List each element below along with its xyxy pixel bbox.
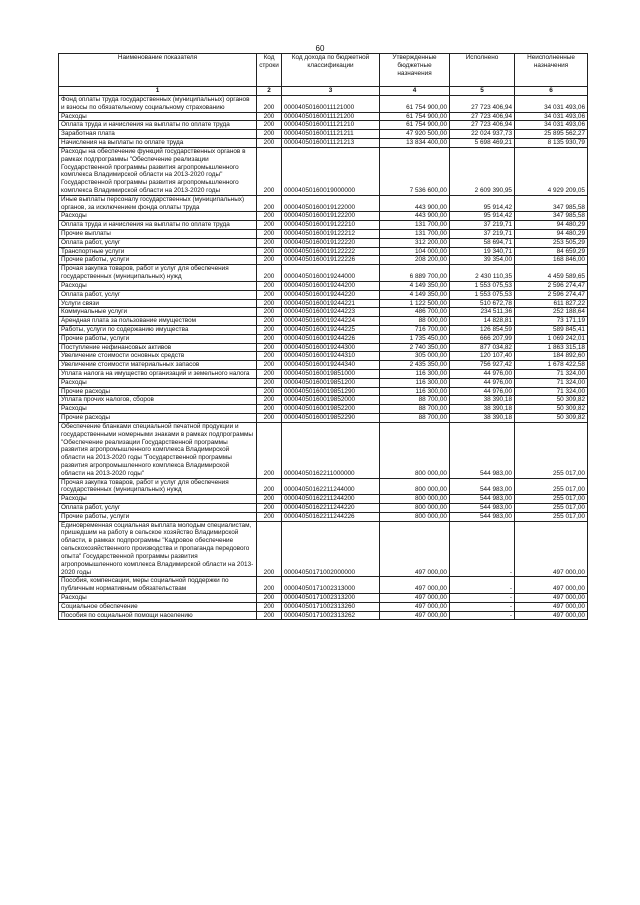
line-code-cell: 200 (257, 265, 282, 282)
indicator-name-cell: Иные выплаты персоналу государственных (муниципальных) органов, за исключением фонда оплаты труда (59, 195, 257, 212)
budget-code-cell: 00004050160019851000 (282, 370, 380, 379)
line-code-cell: 200 (257, 478, 282, 495)
unexecuted-amount-cell: 94 480,29 (515, 221, 588, 230)
budget-code-cell: 00004050171002313262 (282, 611, 380, 620)
unexecuted-amount-cell: 71 324,00 (515, 370, 588, 379)
table-row (59, 308, 588, 317)
line-code-cell: 200 (257, 396, 282, 405)
approved-amount-cell: 800 000,00 (380, 478, 450, 495)
line-code-cell: 200 (257, 96, 282, 113)
table-row (59, 96, 588, 113)
indicator-name-cell: Прочие расходы (59, 387, 257, 396)
table-row (59, 343, 588, 352)
budget-code-cell: 00004050160011121211 (282, 130, 380, 139)
table-row (59, 230, 588, 239)
unexecuted-amount-cell: 4 929 209,05 (515, 147, 588, 195)
unexecuted-amount-cell: 611 827,22 (515, 299, 588, 308)
column-number: 6 (515, 87, 588, 96)
budget-code-cell: 00004050160019122200 (282, 212, 380, 221)
budget-code-cell: 00004050162211244226 (282, 512, 380, 521)
indicator-name-cell: Расходы (59, 495, 257, 504)
indicator-name-cell: Прочие работы, услуги (59, 256, 257, 265)
unexecuted-amount-cell: 34 031 493,06 (515, 121, 588, 130)
executed-amount-cell: - (450, 611, 515, 620)
indicator-name-cell: Услуги связи (59, 299, 257, 308)
budget-table (58, 53, 588, 620)
indicator-name-cell: Транспортные услуги (59, 247, 257, 256)
table-row (59, 378, 588, 387)
indicator-name-cell: Оплата работ, услуг (59, 290, 257, 299)
approved-amount-cell: 800 000,00 (380, 422, 450, 478)
executed-amount-cell: - (450, 521, 515, 577)
table-row (59, 602, 588, 611)
approved-amount-cell: 4 149 350,00 (380, 290, 450, 299)
budget-code-cell: 00004050160019244200 (282, 281, 380, 290)
executed-amount-cell: 5 698 469,21 (450, 139, 515, 148)
executed-amount-cell: 95 914,42 (450, 212, 515, 221)
unexecuted-amount-cell: 497 000,00 (515, 521, 588, 577)
approved-amount-cell: 1 122 500,00 (380, 299, 450, 308)
unexecuted-amount-cell: 255 017,00 (515, 478, 588, 495)
executed-amount-cell: 544 983,00 (450, 422, 515, 478)
indicator-name-cell: Заработная плата (59, 130, 257, 139)
budget-code-cell: 00004050162211244000 (282, 478, 380, 495)
indicator-name-cell: Расходы (59, 112, 257, 121)
unexecuted-amount-cell: 252 188,64 (515, 308, 588, 317)
unexecuted-amount-cell: 184 892,60 (515, 352, 588, 361)
line-code-cell: 200 (257, 611, 282, 620)
line-code-cell: 200 (257, 593, 282, 602)
approved-amount-cell: 61 754 900,00 (380, 121, 450, 130)
executed-amount-cell: 38 390,18 (450, 405, 515, 414)
indicator-name-cell: Фонд оплаты труда государственных (муниципальных) органов и взносы по обязательному социальному страхованию (59, 96, 257, 113)
unexecuted-amount-cell: 34 031 493,06 (515, 112, 588, 121)
line-code-cell: 200 (257, 352, 282, 361)
line-code-cell: 200 (257, 405, 282, 414)
table-row (59, 256, 588, 265)
approved-amount-cell: 497 000,00 (380, 593, 450, 602)
budget-code-cell: 00004050160019852200 (282, 405, 380, 414)
budget-code-cell: 00004050160019244310 (282, 352, 380, 361)
approved-amount-cell: 88 700,00 (380, 396, 450, 405)
indicator-name-cell: Оплата работ, услуг (59, 504, 257, 513)
executed-amount-cell: 666 207,99 (450, 334, 515, 343)
approved-amount-cell: 443 900,00 (380, 195, 450, 212)
table-row (59, 130, 588, 139)
approved-amount-cell: 497 000,00 (380, 521, 450, 577)
unexecuted-amount-cell: 255 017,00 (515, 495, 588, 504)
unexecuted-amount-cell: 2 596 274,47 (515, 281, 588, 290)
header-row (59, 54, 588, 87)
executed-amount-cell: 1 553 075,53 (450, 290, 515, 299)
indicator-name-cell: Начисления на выплаты по оплате труда (59, 139, 257, 148)
column-number: 2 (257, 87, 282, 96)
line-code-cell: 200 (257, 290, 282, 299)
line-code-cell: 200 (257, 112, 282, 121)
executed-amount-cell: 44 976,00 (450, 378, 515, 387)
approved-amount-cell: 131 700,00 (380, 221, 450, 230)
executed-amount-cell: 95 914,42 (450, 195, 515, 212)
indicator-name-cell: Увеличение стоимости материальных запасов (59, 361, 257, 370)
executed-amount-cell: 38 390,18 (450, 396, 515, 405)
executed-amount-cell: 19 340,71 (450, 247, 515, 256)
table-row (59, 414, 588, 423)
page-number: 60 (315, 44, 325, 53)
budget-code-cell: 00004050160019244000 (282, 265, 380, 282)
budget-code-cell: 00004050171002313260 (282, 602, 380, 611)
approved-amount-cell: 47 920 500,00 (380, 130, 450, 139)
budget-code-cell: 00004050171002000000 (282, 521, 380, 577)
budget-code-cell: 00004050160011121000 (282, 96, 380, 113)
line-code-cell: 200 (257, 247, 282, 256)
executed-amount-cell: 27 723 406,94 (450, 121, 515, 130)
unexecuted-amount-cell: 94 480,29 (515, 230, 588, 239)
table-row (59, 361, 588, 370)
executed-amount-cell: 1 553 075,53 (450, 281, 515, 290)
column-number-row (59, 87, 588, 96)
unexecuted-amount-cell: 347 985,58 (515, 212, 588, 221)
line-code-cell: 200 (257, 325, 282, 334)
approved-amount-cell: 443 900,00 (380, 212, 450, 221)
budget-code-cell: 00004050160011121213 (282, 139, 380, 148)
unexecuted-amount-cell: 497 000,00 (515, 593, 588, 602)
approved-amount-cell: 800 000,00 (380, 504, 450, 513)
executed-amount-cell: 544 983,00 (450, 478, 515, 495)
indicator-name-cell: Арендная плата за пользование имуществом (59, 317, 257, 326)
approved-amount-cell: 716 700,00 (380, 325, 450, 334)
budget-code-cell: 00004050160019244340 (282, 361, 380, 370)
line-code-cell: 200 (257, 334, 282, 343)
line-code-cell: 200 (257, 147, 282, 195)
line-code-cell: 200 (257, 230, 282, 239)
table-row (59, 396, 588, 405)
approved-amount-cell: 116 300,00 (380, 387, 450, 396)
executed-amount-cell: 14 828,81 (450, 317, 515, 326)
line-code-cell: 200 (257, 317, 282, 326)
column-number: 5 (450, 87, 515, 96)
line-code-cell: 200 (257, 308, 282, 317)
indicator-name-cell: Расходы (59, 405, 257, 414)
unexecuted-amount-cell: 8 135 930,79 (515, 139, 588, 148)
indicator-name-cell: Единовременная социальная выплата молодым специалистам, пришедшим на работу в сельское хозяйство Владимирской области, в рамках подпрограммы "Кадровое обеспечение сельскохозяйственного производства и пропаганда передового опыта" Государственной программы развития агропромышленного комплекса Владимирской области на 2013-2020 годы (59, 521, 257, 577)
executed-amount-cell: 544 983,00 (450, 495, 515, 504)
executed-amount-cell: 510 672,78 (450, 299, 515, 308)
budget-code-cell: 00004050160019122226 (282, 256, 380, 265)
approved-amount-cell: 131 700,00 (380, 230, 450, 239)
table-row (59, 387, 588, 396)
budget-code-cell: 00004050160019852000 (282, 396, 380, 405)
approved-amount-cell: 305 000,00 (380, 352, 450, 361)
table-row (59, 221, 588, 230)
approved-amount-cell: 7 536 600,00 (380, 147, 450, 195)
indicator-name-cell: Увеличение стоимости основных средств (59, 352, 257, 361)
line-code-cell: 200 (257, 361, 282, 370)
executed-amount-cell: - (450, 602, 515, 611)
indicator-name-cell: Прочая закупка товаров, работ и услуг для обеспечения государственных (муниципальных) нужд (59, 265, 257, 282)
approved-amount-cell: 1 735 450,00 (380, 334, 450, 343)
executed-amount-cell: 44 976,00 (450, 370, 515, 379)
unexecuted-amount-cell: 347 985,58 (515, 195, 588, 212)
unexecuted-amount-cell: 497 000,00 (515, 602, 588, 611)
table-row (59, 611, 588, 620)
unexecuted-amount-cell: 1 069 242,01 (515, 334, 588, 343)
line-code-cell: 200 (257, 504, 282, 513)
table-row (59, 504, 588, 513)
indicator-name-cell: Уплата налога на имущество организаций и земельного налога (59, 370, 257, 379)
table-row (59, 299, 588, 308)
budget-code-cell: 00004050160019851200 (282, 378, 380, 387)
header-cell: Код строки (257, 54, 282, 87)
approved-amount-cell: 116 300,00 (380, 370, 450, 379)
line-code-cell: 200 (257, 130, 282, 139)
unexecuted-amount-cell: 1 678 422,58 (515, 361, 588, 370)
indicator-name-cell: Уплата прочих налогов, сборов (59, 396, 257, 405)
unexecuted-amount-cell: 255 017,00 (515, 504, 588, 513)
executed-amount-cell: 2 430 110,35 (450, 265, 515, 282)
budget-code-cell: 00004050160019122222 (282, 247, 380, 256)
indicator-name-cell: Социальное обеспечение (59, 602, 257, 611)
indicator-name-cell: Прочие работы, услуги (59, 334, 257, 343)
budget-code-cell: 00004050160019851290 (282, 387, 380, 396)
table-row (59, 478, 588, 495)
approved-amount-cell: 800 000,00 (380, 512, 450, 521)
approved-amount-cell: 88 000,00 (380, 317, 450, 326)
approved-amount-cell: 800 000,00 (380, 495, 450, 504)
budget-code-cell: 00004050160019000000 (282, 147, 380, 195)
column-number: 1 (59, 87, 257, 96)
table-row (59, 405, 588, 414)
unexecuted-amount-cell: 168 846,00 (515, 256, 588, 265)
table-row (59, 577, 588, 594)
indicator-name-cell: Оплата труда и начисления на выплаты по оплате труда (59, 121, 257, 130)
budget-code-cell: 00004050160011121210 (282, 121, 380, 130)
unexecuted-amount-cell: 84 659,29 (515, 247, 588, 256)
approved-amount-cell: 2 435 350,00 (380, 361, 450, 370)
header-cell: Исполнено (450, 54, 515, 87)
table-row (59, 112, 588, 121)
executed-amount-cell: - (450, 593, 515, 602)
line-code-cell: 200 (257, 495, 282, 504)
table-row (59, 334, 588, 343)
line-code-cell: 200 (257, 299, 282, 308)
executed-amount-cell: 544 983,00 (450, 512, 515, 521)
budget-code-cell: 00004050160019244226 (282, 334, 380, 343)
table-row (59, 281, 588, 290)
indicator-name-cell: Прочая закупка товаров, работ и услуг для обеспечения государственных (муниципальных) нужд (59, 478, 257, 495)
executed-amount-cell: 544 983,00 (450, 504, 515, 513)
approved-amount-cell: 6 889 700,00 (380, 265, 450, 282)
approved-amount-cell: 88 700,00 (380, 405, 450, 414)
budget-code-cell: 00004050162211000000 (282, 422, 380, 478)
line-code-cell: 200 (257, 238, 282, 247)
indicator-name-cell: Расходы (59, 593, 257, 602)
approved-amount-cell: 208 200,00 (380, 256, 450, 265)
unexecuted-amount-cell: 50 309,82 (515, 405, 588, 414)
indicator-name-cell: Расходы (59, 281, 257, 290)
table-row (59, 195, 588, 212)
budget-code-cell: 00004050160019244300 (282, 343, 380, 352)
line-code-cell: 200 (257, 414, 282, 423)
indicator-name-cell: Прочие расходы (59, 414, 257, 423)
indicator-name-cell: Пособия по социальной помощи населению (59, 611, 257, 620)
line-code-cell: 200 (257, 577, 282, 594)
budget-code-cell: 00004050160019244225 (282, 325, 380, 334)
executed-amount-cell: 38 390,18 (450, 414, 515, 423)
table-row (59, 521, 588, 577)
budget-code-cell: 00004050160019122220 (282, 238, 380, 247)
budget-code-cell: 00004050162211244220 (282, 504, 380, 513)
table-row (59, 422, 588, 478)
approved-amount-cell: 61 754 900,00 (380, 96, 450, 113)
budget-code-cell: 00004050162211244200 (282, 495, 380, 504)
line-code-cell: 200 (257, 387, 282, 396)
executed-amount-cell: 27 723 406,94 (450, 112, 515, 121)
executed-amount-cell: 234 511,36 (450, 308, 515, 317)
budget-code-cell: 00004050160019122000 (282, 195, 380, 212)
line-code-cell: 200 (257, 602, 282, 611)
table-row (59, 495, 588, 504)
budget-code-cell: 00004050160019122210 (282, 221, 380, 230)
line-code-cell: 200 (257, 121, 282, 130)
unexecuted-amount-cell: 50 309,82 (515, 396, 588, 405)
table-row (59, 317, 588, 326)
indicator-name-cell: Расходы (59, 378, 257, 387)
line-code-cell: 200 (257, 212, 282, 221)
table-row (59, 352, 588, 361)
table-row (59, 290, 588, 299)
approved-amount-cell: 497 000,00 (380, 611, 450, 620)
table-row (59, 265, 588, 282)
unexecuted-amount-cell: 34 031 493,06 (515, 96, 588, 113)
unexecuted-amount-cell: 25 895 562,27 (515, 130, 588, 139)
budget-code-cell: 00004050160019244220 (282, 290, 380, 299)
approved-amount-cell: 312 200,00 (380, 238, 450, 247)
indicator-name-cell: Прочие выплаты (59, 230, 257, 239)
line-code-cell: 200 (257, 281, 282, 290)
executed-amount-cell: 126 854,59 (450, 325, 515, 334)
indicator-name-cell: Коммунальные услуги (59, 308, 257, 317)
indicator-name-cell: Прочие работы, услуги (59, 512, 257, 521)
table-row (59, 512, 588, 521)
unexecuted-amount-cell: 4 459 589,65 (515, 265, 588, 282)
unexecuted-amount-cell: 497 000,00 (515, 611, 588, 620)
indicator-name-cell: Поступление нефинансовых активов (59, 343, 257, 352)
budget-code-cell: 00004050160019852290 (282, 414, 380, 423)
executed-amount-cell: 120 107,40 (450, 352, 515, 361)
line-code-cell: 200 (257, 343, 282, 352)
budget-code-cell: 00004050160019244223 (282, 308, 380, 317)
line-code-cell: 200 (257, 139, 282, 148)
approved-amount-cell: 104 000,00 (380, 247, 450, 256)
table-row (59, 593, 588, 602)
executed-amount-cell: 58 694,71 (450, 238, 515, 247)
approved-amount-cell: 4 149 350,00 (380, 281, 450, 290)
indicator-name-cell: Оплата труда и начисления на выплаты по оплате труда (59, 221, 257, 230)
line-code-cell: 200 (257, 195, 282, 212)
table-row (59, 325, 588, 334)
executed-amount-cell: 2 609 390,95 (450, 147, 515, 195)
approved-amount-cell: 497 000,00 (380, 577, 450, 594)
table-row (59, 121, 588, 130)
executed-amount-cell: 756 927,42 (450, 361, 515, 370)
budget-code-cell: 00004050160019244221 (282, 299, 380, 308)
unexecuted-amount-cell: 255 017,00 (515, 422, 588, 478)
indicator-name-cell: Расходы на обеспечение функций государственных органов в рамках подпрограммы "Обеспечение реализации Государственной программы развития агропромышленного комплекса Владимирской области на 2013-2020 годы" Государственной программы развития агропромышленного комплекса Владимирской области на 2013-2020 годы (59, 147, 257, 195)
line-code-cell: 200 (257, 512, 282, 521)
approved-amount-cell: 61 754 900,00 (380, 112, 450, 121)
table-row (59, 247, 588, 256)
indicator-name-cell: Обеспечение бланками специальной печатной продукции и государственными номерными знаками в рамках подпрограммы "Обеспечение реализации Государственной программы развития агропромышленного комплекса Владимирской области на 2013-2020 годы "Государственной программы развития агропромышленного комплекса Владимирской области на 2013-2020 годы" (59, 422, 257, 478)
header-cell: Утвержденные бюджетные назначения (380, 54, 450, 87)
line-code-cell: 200 (257, 256, 282, 265)
budget-code-cell: 00004050160011121200 (282, 112, 380, 121)
executed-amount-cell: 37 219,71 (450, 221, 515, 230)
table-body (59, 96, 588, 620)
unexecuted-amount-cell: 589 845,41 (515, 325, 588, 334)
column-number: 3 (282, 87, 380, 96)
executed-amount-cell: 27 723 406,94 (450, 96, 515, 113)
unexecuted-amount-cell: 2 596 274,47 (515, 290, 588, 299)
approved-amount-cell: 497 000,00 (380, 602, 450, 611)
header-cell: Код дохода по бюджетной классификации (282, 54, 380, 87)
executed-amount-cell: - (450, 577, 515, 594)
indicator-name-cell: Работы, услуги по содержанию имущества (59, 325, 257, 334)
unexecuted-amount-cell: 1 863 315,18 (515, 343, 588, 352)
table-row (59, 212, 588, 221)
unexecuted-amount-cell: 497 000,00 (515, 577, 588, 594)
unexecuted-amount-cell: 253 505,29 (515, 238, 588, 247)
budget-code-cell: 00004050160019244224 (282, 317, 380, 326)
executed-amount-cell: 44 976,00 (450, 387, 515, 396)
unexecuted-amount-cell: 255 017,00 (515, 512, 588, 521)
table-row (59, 139, 588, 148)
unexecuted-amount-cell: 71 324,00 (515, 387, 588, 396)
table-row (59, 238, 588, 247)
line-code-cell: 200 (257, 221, 282, 230)
unexecuted-amount-cell: 73 171,19 (515, 317, 588, 326)
budget-code-cell: 00004050171002313200 (282, 593, 380, 602)
header-cell: Неисполненные назначения (515, 54, 588, 87)
unexecuted-amount-cell: 50 309,82 (515, 414, 588, 423)
approved-amount-cell: 2 740 350,00 (380, 343, 450, 352)
executed-amount-cell: 877 034,82 (450, 343, 515, 352)
executed-amount-cell: 39 354,00 (450, 256, 515, 265)
line-code-cell: 200 (257, 370, 282, 379)
header-cell: Наименование показателя (59, 54, 257, 87)
unexecuted-amount-cell: 71 324,00 (515, 378, 588, 387)
budget-code-cell: 00004050160019122212 (282, 230, 380, 239)
line-code-cell: 200 (257, 378, 282, 387)
line-code-cell: 200 (257, 521, 282, 577)
column-number: 4 (380, 87, 450, 96)
table-row (59, 370, 588, 379)
approved-amount-cell: 116 300,00 (380, 378, 450, 387)
executed-amount-cell: 22 024 937,73 (450, 130, 515, 139)
indicator-name-cell: Пособия, компенсации, меры социальной поддержки по публичным нормативным обязательствам (59, 577, 257, 594)
indicator-name-cell: Оплата работ, услуг (59, 238, 257, 247)
approved-amount-cell: 13 834 400,00 (380, 139, 450, 148)
approved-amount-cell: 88 700,00 (380, 414, 450, 423)
indicator-name-cell: Расходы (59, 212, 257, 221)
budget-code-cell: 00004050171002313000 (282, 577, 380, 594)
table-row (59, 147, 588, 195)
approved-amount-cell: 486 700,00 (380, 308, 450, 317)
executed-amount-cell: 37 219,71 (450, 230, 515, 239)
line-code-cell: 200 (257, 422, 282, 478)
